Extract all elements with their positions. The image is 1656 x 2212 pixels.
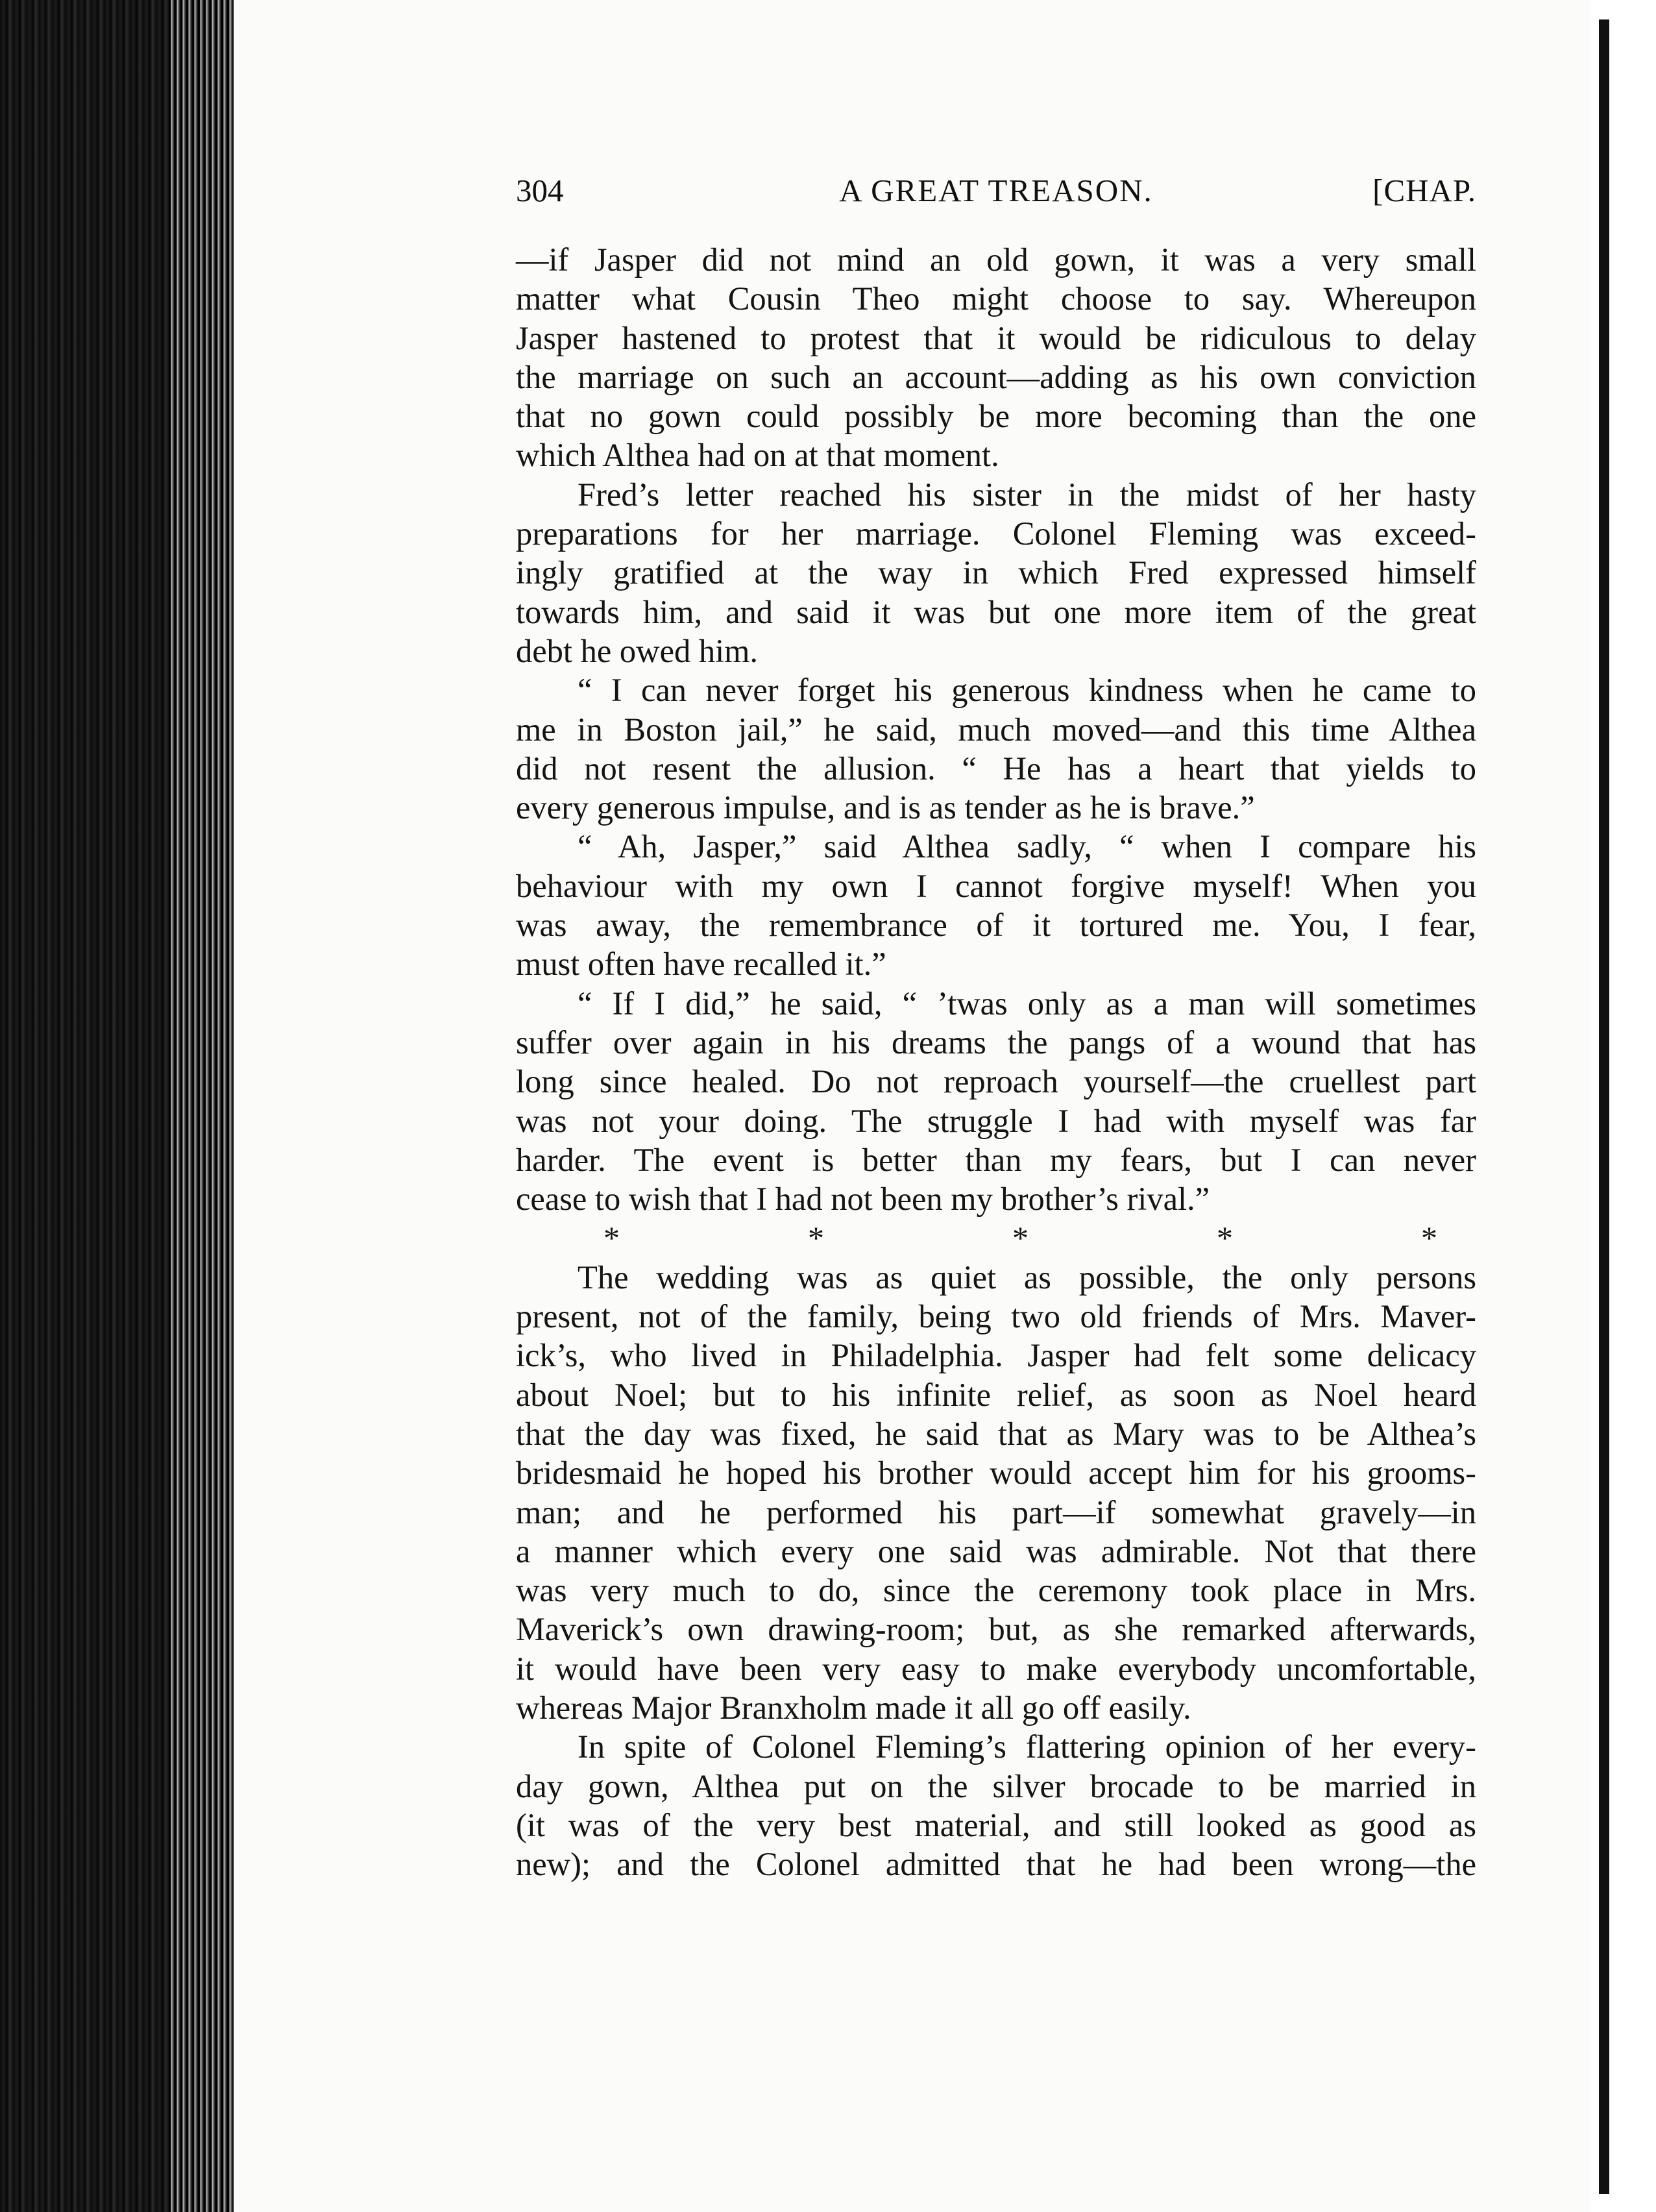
text-line: preparations for her marriage. Colonel Fleming was exceed- [516,515,1476,552]
page-number: 304 [516,173,564,208]
text-line: behaviour with my own I cannot forgive myself! When you [516,867,1476,904]
text-line: a manner which every one said was admirable. Not that there [516,1532,1476,1569]
text-line: ick’s, who lived in Philadelphia. Jasper had felt some delicacy [516,1337,1476,1374]
text-line: Jasper hastened to protest that it would be ridiculous to delay [516,319,1476,356]
text-line: that the day was fixed, he said that as Mary was to be Althea’s [516,1415,1476,1452]
text-line: (it was of the very best material, and still looked as good as [516,1806,1476,1843]
body-text [516,240,1476,1884]
text-line: every generous impulse, and is as tender as he is brave.” [516,789,1255,826]
text-line: Maverick’s own drawing-room; but, as she remarked afterwards, [516,1611,1476,1648]
text-line: —if Jasper did not mind an old gown, it was a very small [516,241,1476,278]
text-line: did not resent the allusion. “ He has a heart that yields to [516,750,1476,787]
section-break-star: * [1217,1220,1233,1257]
text-line: “ If I did,” he said, “ ’twas only as a man will sometimes [578,985,1476,1022]
text-line: which Althea had on at that moment. [516,437,999,474]
text-line: whereas Major Branxholm made it all go off easily. [516,1689,1191,1726]
text-line: was very much to do, since the ceremony took place in Mrs. [516,1572,1476,1609]
paragraph [516,1727,1476,1884]
text-line: harder. The event is better than my fears, but I can never [516,1141,1476,1178]
paragraph [516,1258,1476,1728]
text-line: “ I can never forget his generous kindness when he came to [578,672,1476,709]
text-line: ingly gratified at the way in which Fred expressed himself [516,554,1476,591]
section-break-star: * [1421,1220,1437,1257]
section-break-star: * [1012,1220,1029,1257]
text-line: that no gown could possibly be more becoming than the one [516,398,1476,435]
text-line: new); and the Colonel admitted that he had been wrong—the [516,1846,1476,1883]
paragraph [516,240,1476,475]
section-break [516,1218,1476,1257]
right-page-edge [1591,0,1656,2212]
text-line: cease to wish that I had not been my brother’s rival.” [516,1181,1210,1218]
text-line: long since healed. Do not reproach yourself—the cruellest part [516,1063,1476,1100]
section-break-star: * [808,1220,824,1257]
text-line: The wedding was as quiet as possible, the only persons [578,1259,1476,1296]
section-break-star: * [603,1220,620,1257]
text-line: man; and he performed his part—if somewhat gravely—in [516,1493,1476,1530]
page-edges [169,0,234,2212]
paragraph [516,475,1476,670]
text-line: suffer over again in his dreams the pangs of a wound that has [516,1024,1476,1061]
text-line: was not your doing. The struggle I had with myself was far [516,1102,1476,1139]
text-line: In spite of Colonel Fleming’s flattering opinion of her every- [578,1728,1476,1765]
text-line: towards him, and said it was but one more item of the great [516,593,1476,630]
text-line: present, not of the family, being two old friends of Mrs. Maver- [516,1298,1476,1335]
text-line: me in Boston jail,” he said, much moved—and this time Althea [516,711,1476,748]
running-title: A GREAT TREASON. [839,173,1153,208]
text-line: “ Ah, Jasper,” said Althea sadly, “ when I compare his [578,828,1476,865]
running-header [516,172,1476,224]
paragraph [516,984,1476,1219]
text-line: it would have been very easy to make everybody uncomfortable, [516,1650,1476,1687]
text-line: matter what Cousin Theo might choose to say. Whereupon [516,280,1476,317]
text-line: the marriage on such an account—adding as his own conviction [516,358,1476,395]
text-line: bridesmaid he hoped his brother would accept him for his grooms- [516,1455,1476,1492]
paragraph [516,827,1476,983]
text-line: about Noel; but to his infinite relief, as soon as Noel heard [516,1376,1476,1413]
chapter-marker: [CHAP. [1372,173,1476,208]
text-line: must often have recalled it.” [516,946,886,983]
text-line: Fred’s letter reached his sister in the midst of her hasty [578,476,1476,513]
text-line: was away, the remembrance of it tortured me. You, I fear, [516,907,1476,944]
right-edge-line [1599,19,1609,2194]
text-line: debt he owed him. [516,632,759,669]
paragraph [516,670,1476,827]
text-line: day gown, Althea put on the silver brocade to be married in [516,1767,1476,1804]
